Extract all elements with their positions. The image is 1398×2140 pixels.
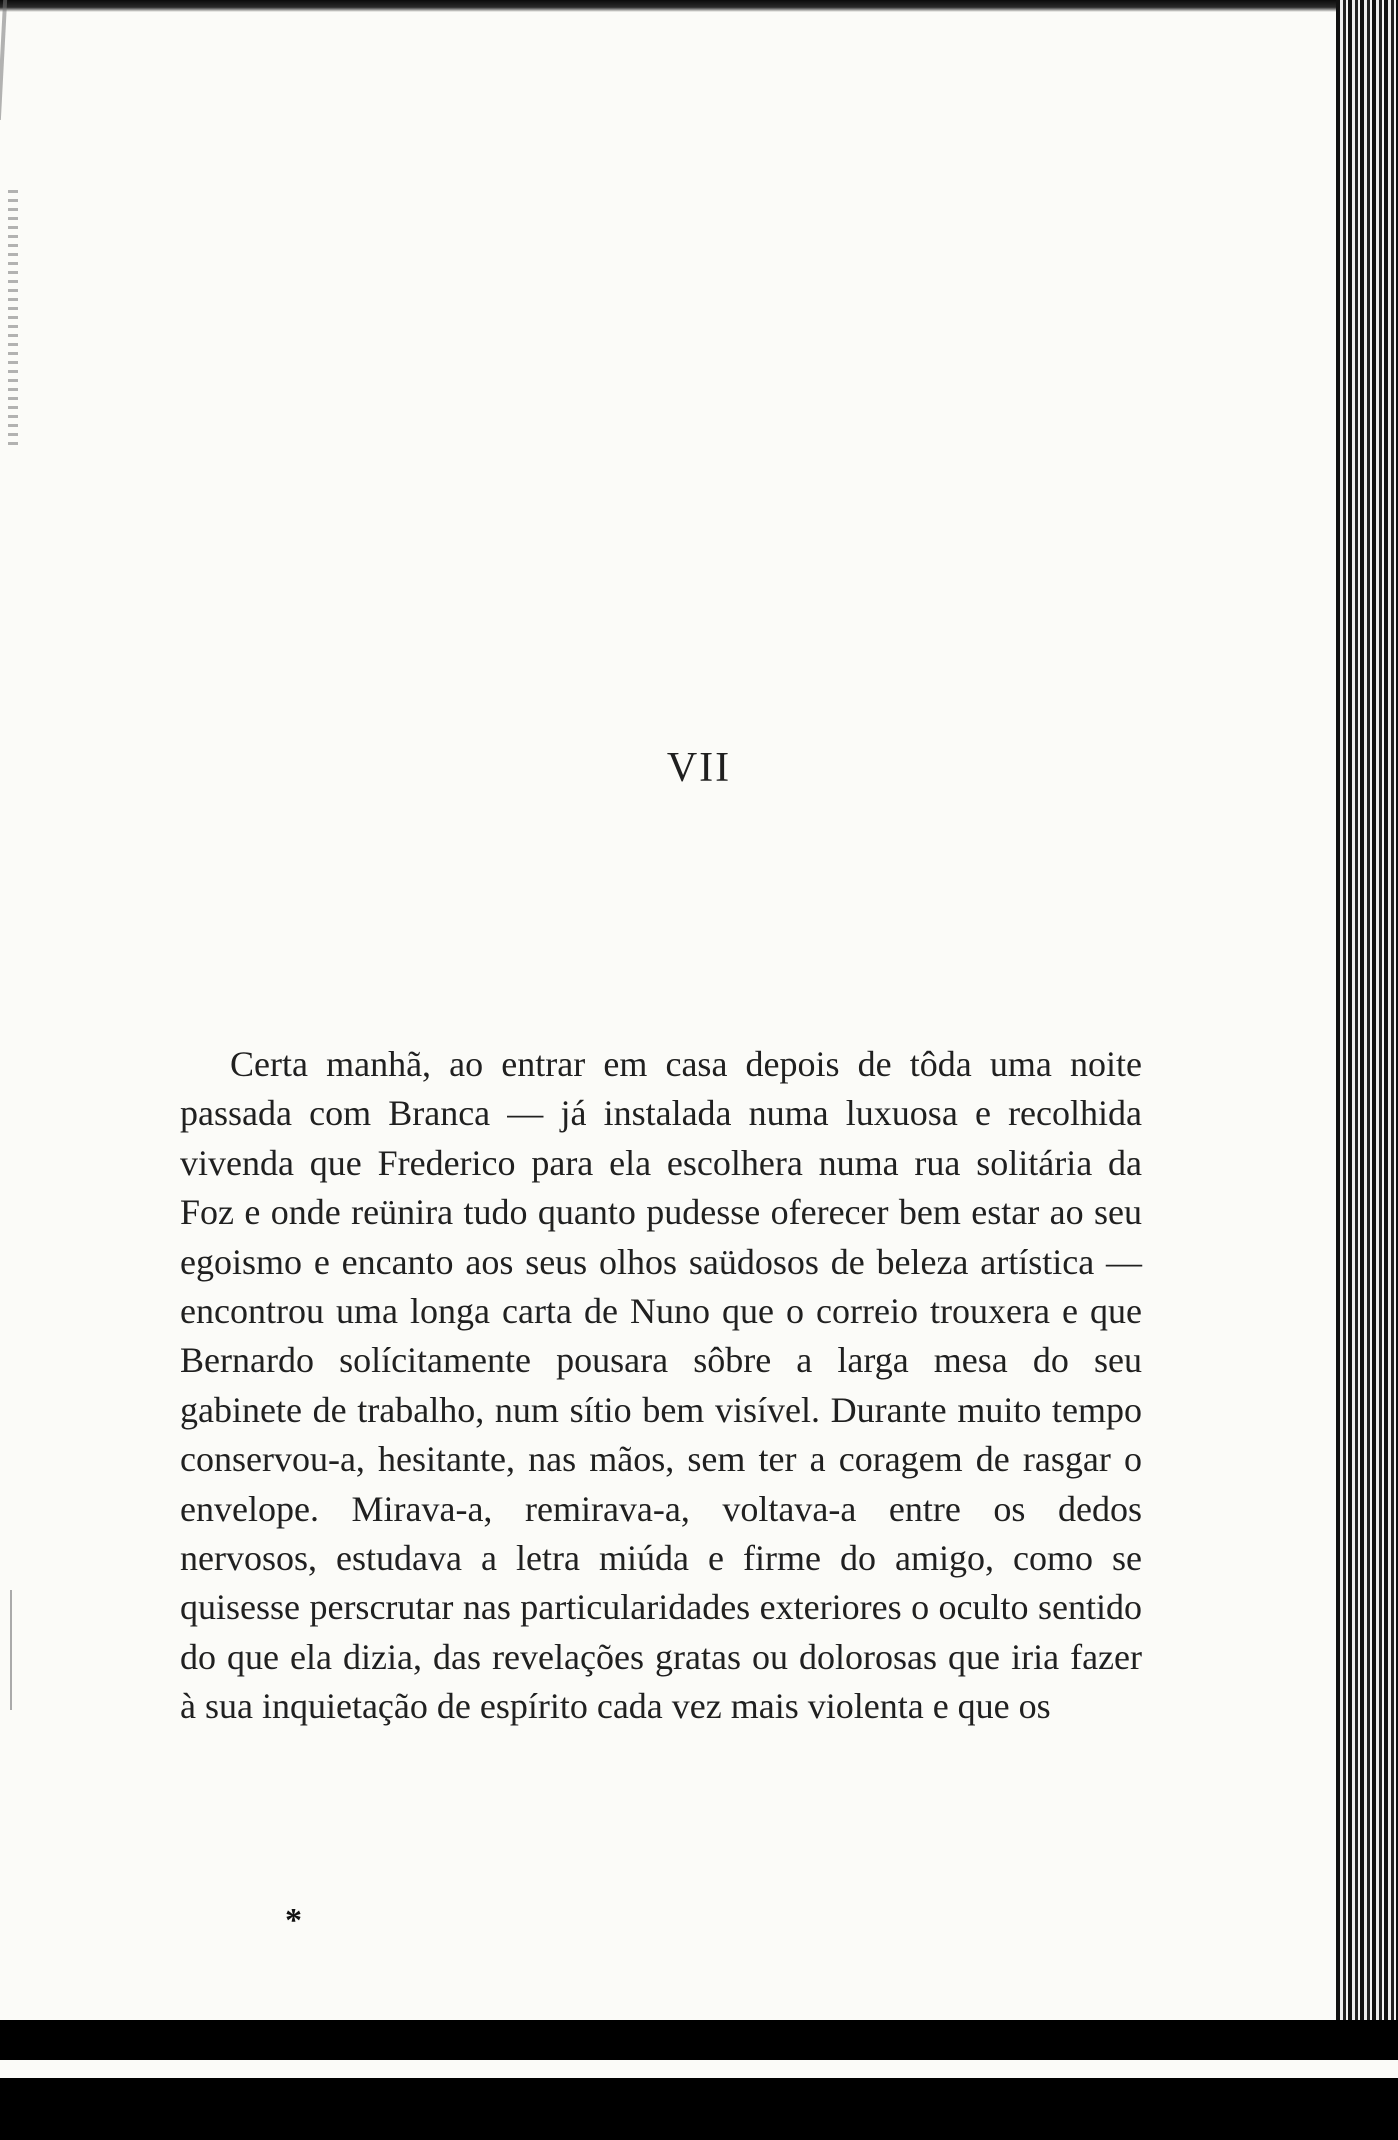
left-margin-marks (8, 190, 18, 450)
left-scan-edge (0, 0, 7, 120)
left-margin-line (10, 1590, 12, 1710)
body-paragraph: Certa manhã, ao entrar em casa depois de tôda uma noite passada com Branca — já instalada numa luxuosa e recolhida vivenda que Frederico para ela escolhera numa rua solitária da Foz e onde reünira tudo quanto pudesse oferecer bem estar ao seu egoismo e encanto aos seus olhos saüdosos de beleza artística — encontrou uma longa carta de Nuno que o correio trouxera e que Bernardo solícitamente pousara sôbre a larga mesa do seu gabinete de trabalho, num sítio bem visível. Durante muito tempo conservou-a, hesitante, nas mãos, sem ter a coragem de rasgar o envelope. Mirava-a, remirava-a, voltava-a entre os dedos nervosos, estudava a letra miúda e firme do amigo, como se quisesse perscrutar nas particularidades exteriores o oculto sentido do que ela dizia, das revelações gratas ou dolorosas que iria fazer à sua inquietação de espírito cada vez mais violenta e que os (180, 1044, 1142, 1727)
top-scan-edge (0, 0, 1360, 12)
chapter-body (180, 1040, 1142, 1732)
chapter-number: VII (666, 745, 732, 791)
bottom-scan-edge (0, 2020, 1398, 2140)
bottom-scan-gap (0, 2060, 1398, 2078)
signature-mark: * (285, 1902, 302, 1939)
right-scan-edge (1336, 0, 1398, 2140)
